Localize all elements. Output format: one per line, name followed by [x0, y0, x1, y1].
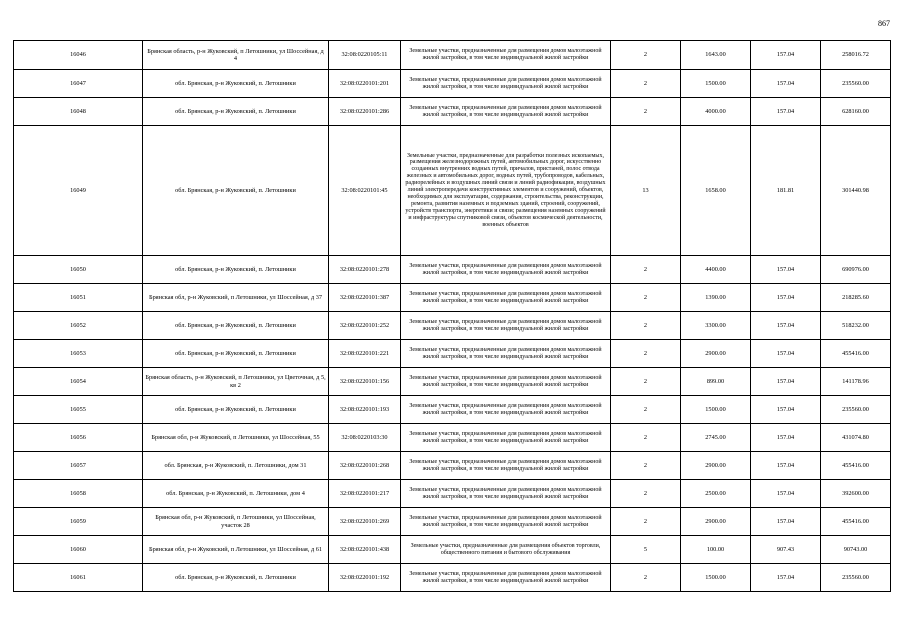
address-cell: обл. Брянская, р-н Жуковский, п. Летошники: [143, 340, 329, 368]
address-cell: Брянская обл, р-н Жуковский, п Летошники, ул Шоссейная, 55: [143, 424, 329, 452]
cadastral-number-cell: 32:08:0220101:278: [329, 256, 401, 284]
cadastral-value-cell: 235560.00: [821, 564, 891, 592]
specific-value-cell: 907.43: [751, 536, 821, 564]
row-number-cell: 16060: [14, 536, 143, 564]
cadastral-value-cell: 235560.00: [821, 396, 891, 424]
specific-value-cell: 157.04: [751, 70, 821, 98]
specific-value-cell: 157.04: [751, 396, 821, 424]
cadastral-number-cell: 32:08:0220101:269: [329, 508, 401, 536]
area-cell: 100.00: [681, 536, 751, 564]
row-number-cell: 16050: [14, 256, 143, 284]
table-row: [14, 340, 891, 368]
table-row: [14, 368, 891, 396]
specific-value-cell: 157.04: [751, 340, 821, 368]
cadastral-number-cell: 32:08:0220101:217: [329, 480, 401, 508]
cadastral-value-cell: 141178.96: [821, 368, 891, 396]
address-cell: обл. Брянская, р-н Жуковский, п. Летошники, дом 31: [143, 452, 329, 480]
cadastral-value-cell: 431074.80: [821, 424, 891, 452]
use-group-cell: 2: [611, 368, 681, 396]
area-cell: 2900.00: [681, 452, 751, 480]
specific-value-cell: 157.04: [751, 564, 821, 592]
land-use-description-cell: Земельные участки, предназначенные для размещения домов малоэтажной жилой застройки, в том числе индивидуальной жилой застройки: [401, 312, 611, 340]
cadastral-number-cell: 32:08:0220101:438: [329, 536, 401, 564]
table-row: [14, 284, 891, 312]
area-cell: 2900.00: [681, 508, 751, 536]
table-row: [14, 41, 891, 70]
use-group-cell: 2: [611, 256, 681, 284]
specific-value-cell: 157.04: [751, 41, 821, 70]
address-cell: обл. Брянская, р-н Жуковский, п. Летошники: [143, 564, 329, 592]
row-number-cell: 16049: [14, 126, 143, 256]
table-row: [14, 424, 891, 452]
use-group-cell: 2: [611, 508, 681, 536]
address-cell: обл. Брянская, р-н Жуковский, п. Летошники, дом 4: [143, 480, 329, 508]
row-number-cell: 16054: [14, 368, 143, 396]
use-group-cell: 2: [611, 480, 681, 508]
cadastral-number-cell: 32:08:0220101:45: [329, 126, 401, 256]
row-number-cell: 16053: [14, 340, 143, 368]
address-cell: обл. Брянская, р-н Жуковский, п. Летошники: [143, 312, 329, 340]
row-number-cell: 16058: [14, 480, 143, 508]
row-number-cell: 16048: [14, 98, 143, 126]
row-number-cell: 16051: [14, 284, 143, 312]
area-cell: 1658.00: [681, 126, 751, 256]
specific-value-cell: 157.04: [751, 424, 821, 452]
address-cell: обл. Брянская, р-н Жуковский, п. Летошники: [143, 256, 329, 284]
area-cell: 3300.00: [681, 312, 751, 340]
address-cell: Брянская обл, р-н Жуковский, п Летошники, ул Шоссейная, д 61: [143, 536, 329, 564]
table-row: [14, 452, 891, 480]
cadastral-value-table: [13, 40, 891, 592]
specific-value-cell: 157.04: [751, 508, 821, 536]
use-group-cell: 2: [611, 424, 681, 452]
area-cell: 4400.00: [681, 256, 751, 284]
row-number-cell: 16057: [14, 452, 143, 480]
table-row: [14, 564, 891, 592]
cadastral-number-cell: 32:08:0220101:201: [329, 70, 401, 98]
use-group-cell: 2: [611, 564, 681, 592]
row-number-cell: 16056: [14, 424, 143, 452]
cadastral-value-cell: 455416.00: [821, 508, 891, 536]
area-cell: 1500.00: [681, 70, 751, 98]
area-cell: 2900.00: [681, 340, 751, 368]
use-group-cell: 2: [611, 452, 681, 480]
area-cell: 1390.00: [681, 284, 751, 312]
address-cell: Брянская обл, р-н Жуковский, п Летошники, ул Шоссейная, участок 28: [143, 508, 329, 536]
cadastral-value-cell: 518232.00: [821, 312, 891, 340]
area-cell: 4000.00: [681, 98, 751, 126]
land-use-description-cell: Земельные участки, предназначенные для размещения домов малоэтажной жилой застройки, в том числе индивидуальной жилой застройки: [401, 564, 611, 592]
specific-value-cell: 157.04: [751, 256, 821, 284]
cadastral-value-cell: 218285.60: [821, 284, 891, 312]
use-group-cell: 2: [611, 41, 681, 70]
table-row: [14, 508, 891, 536]
specific-value-cell: 157.04: [751, 312, 821, 340]
cadastral-number-cell: 32:08:0220101:156: [329, 368, 401, 396]
table-row: [14, 536, 891, 564]
use-group-cell: 2: [611, 70, 681, 98]
use-group-cell: 2: [611, 284, 681, 312]
row-number-cell: 16055: [14, 396, 143, 424]
land-use-description-cell: Земельные участки, предназначенные для размещения домов малоэтажной жилой застройки, в том числе индивидуальной жилой застройки: [401, 41, 611, 70]
use-group-cell: 2: [611, 312, 681, 340]
cadastral-number-cell: 32:08:0220101:252: [329, 312, 401, 340]
land-use-description-cell: Земельные участки, предназначенные для размещения домов малоэтажной жилой застройки, в том числе индивидуальной жилой застройки: [401, 508, 611, 536]
table-row: [14, 396, 891, 424]
specific-value-cell: 157.04: [751, 98, 821, 126]
cadastral-value-cell: 258016.72: [821, 41, 891, 70]
row-number-cell: 16061: [14, 564, 143, 592]
address-cell: обл. Брянская, р-н Жуковский, п. Летошники: [143, 98, 329, 126]
cadastral-value-cell: 628160.00: [821, 98, 891, 126]
address-cell: обл. Брянская, р-н Жуковский, п. Летошники: [143, 126, 329, 256]
table-row: [14, 312, 891, 340]
cadastral-value-cell: 690976.00: [821, 256, 891, 284]
land-use-description-cell: Земельные участки, предназначенные для разработки полезных ископаемых, размещения железнодорожных путей, автомобильных дорог, искусственно созданных внутренних водных путей, причалов, пристаней, полос отвода железных и автомобильных дорог, водных путей, трубопроводов, кабельных, радиорелейных и воздушных линий связи и линий радиофикации, воздушных линий электропередачи конструктивных элементов и сооружений, объектов, необходимых для эксплуатации, содержания, строительства, реконструкции, ремонта, развития наземных и подземных зданий, строений, сооружений, устройств транспорта, энергетики и связи; размещения наземных сооружений и инфраструктуры спутниковой связи, объектов космической деятельности, военных объектов: [401, 126, 611, 256]
land-use-description-cell: Земельные участки, предназначенные для размещения домов малоэтажной жилой застройки, в том числе индивидуальной жилой застройки: [401, 340, 611, 368]
land-use-description-cell: Земельные участки, предназначенные для размещения домов малоэтажной жилой застройки, в том числе индивидуальной жилой застройки: [401, 424, 611, 452]
cadastral-number-cell: 32:08:0220101:193: [329, 396, 401, 424]
land-use-description-cell: Земельные участки, предназначенные для размещения домов малоэтажной жилой застройки, в том числе индивидуальной жилой застройки: [401, 256, 611, 284]
area-cell: 1643.00: [681, 41, 751, 70]
specific-value-cell: 157.04: [751, 368, 821, 396]
area-cell: 1500.00: [681, 396, 751, 424]
area-cell: 2745.00: [681, 424, 751, 452]
specific-value-cell: 157.04: [751, 480, 821, 508]
area-cell: 2500.00: [681, 480, 751, 508]
land-use-description-cell: Земельные участки, предназначенные для размещения домов малоэтажной жилой застройки, в том числе индивидуальной жилой застройки: [401, 480, 611, 508]
address-cell: Брянская обл, р-н Жуковский, п Летошники, ул Шоссейная, д 37: [143, 284, 329, 312]
specific-value-cell: 181.81: [751, 126, 821, 256]
table-row: [14, 98, 891, 126]
cadastral-number-cell: 32:08:0220101:286: [329, 98, 401, 126]
use-group-cell: 2: [611, 396, 681, 424]
cadastral-number-cell: 32:08:0220105:11: [329, 41, 401, 70]
land-use-description-cell: Земельные участки, предназначенные для размещения объектов торговли, общественного питания и бытового обслуживания: [401, 536, 611, 564]
cadastral-number-cell: 32:08:0220101:268: [329, 452, 401, 480]
address-cell: обл. Брянская, р-н Жуковский, п. Летошники: [143, 70, 329, 98]
land-use-description-cell: Земельные участки, предназначенные для размещения домов малоэтажной жилой застройки, в том числе индивидуальной жилой застройки: [401, 98, 611, 126]
cadastral-value-cell: 90743.00: [821, 536, 891, 564]
address-cell: Брянская область, р-н Жуковский, п Летошники, ул Цветочная, д 5, кв 2: [143, 368, 329, 396]
cadastral-value-cell: 455416.00: [821, 340, 891, 368]
row-number-cell: 16047: [14, 70, 143, 98]
land-use-description-cell: Земельные участки, предназначенные для размещения домов малоэтажной жилой застройки, в том числе индивидуальной жилой застройки: [401, 396, 611, 424]
address-cell: Брянская область, р-н Жуковский, п Летошники, ул Шоссейная, д 4: [143, 41, 329, 70]
area-cell: 1500.00: [681, 564, 751, 592]
specific-value-cell: 157.04: [751, 284, 821, 312]
cadastral-number-cell: 32:08:0220101:221: [329, 340, 401, 368]
cadastral-number-cell: 32:08:0220101:387: [329, 284, 401, 312]
cadastral-value-cell: 392600.00: [821, 480, 891, 508]
cadastral-value-cell: 235560.00: [821, 70, 891, 98]
land-use-description-cell: Земельные участки, предназначенные для размещения домов малоэтажной жилой застройки, в том числе индивидуальной жилой застройки: [401, 452, 611, 480]
specific-value-cell: 157.04: [751, 452, 821, 480]
cadastral-number-cell: 32:08:0220103:30: [329, 424, 401, 452]
use-group-cell: 5: [611, 536, 681, 564]
table-row: [14, 480, 891, 508]
area-cell: 899.00: [681, 368, 751, 396]
row-number-cell: 16059: [14, 508, 143, 536]
use-group-cell: 13: [611, 126, 681, 256]
table-row: [14, 70, 891, 98]
table-row: [14, 126, 891, 256]
land-use-description-cell: Земельные участки, предназначенные для размещения домов малоэтажной жилой застройки, в том числе индивидуальной жилой застройки: [401, 284, 611, 312]
table-row: [14, 256, 891, 284]
land-use-description-cell: Земельные участки, предназначенные для размещения домов малоэтажной жилой застройки, в том числе индивидуальной жилой застройки: [401, 368, 611, 396]
row-number-cell: 16052: [14, 312, 143, 340]
use-group-cell: 2: [611, 340, 681, 368]
address-cell: обл. Брянская, р-н Жуковский, п. Летошники: [143, 396, 329, 424]
row-number-cell: 16046: [14, 41, 143, 70]
use-group-cell: 2: [611, 98, 681, 126]
cadastral-value-cell: 301440.98: [821, 126, 891, 256]
land-use-description-cell: Земельные участки, предназначенные для размещения домов малоэтажной жилой застройки, в том числе индивидуальной жилой застройки: [401, 70, 611, 98]
cadastral-value-cell: 455416.00: [821, 452, 891, 480]
table-body: [14, 41, 891, 592]
page-number: 867: [878, 19, 890, 28]
cadastral-number-cell: 32:08:0220101:192: [329, 564, 401, 592]
